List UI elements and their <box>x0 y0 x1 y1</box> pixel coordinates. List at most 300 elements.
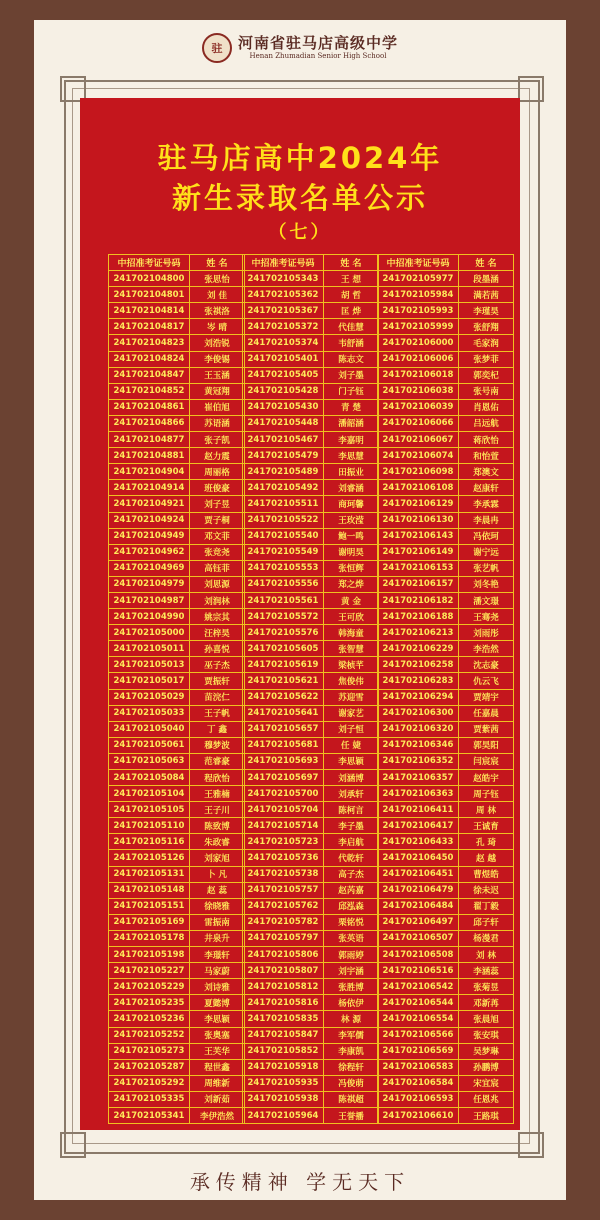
exam-number: 241702105405 <box>243 367 324 383</box>
exam-number: 241702106569 <box>378 1043 459 1059</box>
table-row <box>243 367 379 383</box>
exam-number: 241702105852 <box>243 1043 324 1059</box>
student-name: 潘文璟 <box>459 592 514 608</box>
exam-number: 241702104817 <box>109 319 190 335</box>
table-row <box>109 496 245 512</box>
table-row <box>378 995 514 1011</box>
table-row <box>243 721 379 737</box>
table-row <box>243 480 379 496</box>
student-name: 李承霖 <box>459 496 514 512</box>
exam-number: 241702104921 <box>109 496 190 512</box>
student-name: 徐未迟 <box>459 882 514 898</box>
exam-number: 241702106229 <box>378 641 459 657</box>
exam-number: 241702105757 <box>243 882 324 898</box>
exam-number: 241702105126 <box>109 850 190 866</box>
student-name: 匡 烨 <box>324 303 379 319</box>
student-name: 郭奕杞 <box>459 367 514 383</box>
table-row <box>109 1091 245 1107</box>
table-row <box>109 351 245 367</box>
student-name: 张思怡 <box>190 271 245 287</box>
table-row <box>243 1091 379 1107</box>
table-row <box>109 850 245 866</box>
student-name: 邓文菲 <box>190 528 245 544</box>
table-row <box>243 882 379 898</box>
exam-number: 241702106130 <box>378 512 459 528</box>
table-row <box>109 319 245 335</box>
student-name: 李浩然 <box>459 641 514 657</box>
exam-number: 241702104823 <box>109 335 190 351</box>
header-id: 中招准考证号码 <box>243 255 324 271</box>
student-name: 赵力震 <box>190 448 245 464</box>
exam-number: 241702106000 <box>378 335 459 351</box>
student-name: 杨依伊 <box>324 995 379 1011</box>
student-name: 任 婕 <box>324 737 379 753</box>
table-row <box>378 689 514 705</box>
table-row <box>109 753 245 769</box>
exam-number: 241702106143 <box>378 528 459 544</box>
table-row <box>243 560 379 576</box>
student-name: 张英语 <box>324 930 379 946</box>
table-row <box>109 1059 245 1075</box>
exam-number: 241702106182 <box>378 592 459 608</box>
table-row <box>109 560 245 576</box>
table-row <box>243 303 379 319</box>
student-name: 王可欣 <box>324 609 379 625</box>
student-name: 张子凯 <box>190 432 245 448</box>
exam-number: 241702105428 <box>243 383 324 399</box>
table-row <box>378 850 514 866</box>
exam-number: 241702105807 <box>243 963 324 979</box>
student-name: 丁 鑫 <box>190 721 245 737</box>
table-row <box>109 1027 245 1043</box>
student-name: 徐晓雅 <box>190 898 245 914</box>
table-row <box>109 1011 245 1027</box>
student-name: 吕远航 <box>459 415 514 431</box>
exam-number: 241702106352 <box>378 753 459 769</box>
exam-number: 241702104801 <box>109 287 190 303</box>
student-name: 赵皓宇 <box>459 770 514 786</box>
exam-number: 241702105110 <box>109 818 190 834</box>
table-row <box>378 271 514 287</box>
exam-number: 241702105938 <box>243 1091 324 1107</box>
table-row <box>243 383 379 399</box>
table-row <box>243 287 379 303</box>
exam-number: 241702105619 <box>243 657 324 673</box>
table-row <box>109 1107 245 1123</box>
exam-number: 241702106188 <box>378 609 459 625</box>
header-id: 中招准考证号码 <box>378 255 459 271</box>
student-name: 马家蔚 <box>190 963 245 979</box>
exam-number: 241702106320 <box>378 721 459 737</box>
exam-number: 241702104969 <box>109 560 190 576</box>
exam-number: 241702105063 <box>109 753 190 769</box>
exam-number: 241702105148 <box>109 882 190 898</box>
admission-table-3 <box>377 254 514 1124</box>
student-name: 雷振南 <box>190 914 245 930</box>
student-name: 李瑾昊 <box>459 303 514 319</box>
table-row <box>243 995 379 1011</box>
student-name: 张梦菲 <box>459 351 514 367</box>
exam-number: 241702106294 <box>378 689 459 705</box>
student-name: 郑之烨 <box>324 576 379 592</box>
student-name: 周丽格 <box>190 464 245 480</box>
table-row <box>378 882 514 898</box>
student-name: 刘承轩 <box>324 786 379 802</box>
student-name: 李康凯 <box>324 1043 379 1059</box>
student-name: 赵 蕊 <box>190 882 245 898</box>
student-name: 赵康轩 <box>459 480 514 496</box>
exam-number: 241702104987 <box>109 592 190 608</box>
table-row <box>109 786 245 802</box>
exam-number: 241702106584 <box>378 1075 459 1091</box>
exam-number: 241702104962 <box>109 544 190 560</box>
exam-number: 241702105227 <box>109 963 190 979</box>
exam-number: 241702106566 <box>378 1027 459 1043</box>
student-name: 和怡萱 <box>459 448 514 464</box>
table-row <box>378 625 514 641</box>
exam-number: 241702104852 <box>109 383 190 399</box>
student-name: 贾子桐 <box>190 512 245 528</box>
student-name: 周维新 <box>190 1075 245 1091</box>
student-name: 郭雨婷 <box>324 947 379 963</box>
exam-number: 241702106074 <box>378 448 459 464</box>
exam-number: 241702106129 <box>378 496 459 512</box>
table-row <box>243 448 379 464</box>
student-name: 翟丁毅 <box>459 898 514 914</box>
student-name: 李晨冉 <box>459 512 514 528</box>
exam-number: 241702105448 <box>243 415 324 431</box>
student-name: 范睿豪 <box>190 753 245 769</box>
student-name: 门子钰 <box>324 383 379 399</box>
exam-number: 241702105847 <box>243 1027 324 1043</box>
table-row <box>243 528 379 544</box>
exam-number: 241702106450 <box>378 850 459 866</box>
student-name: 曹煜皓 <box>459 866 514 882</box>
table-row <box>109 335 245 351</box>
student-name: 苏语涵 <box>190 415 245 431</box>
student-name: 赵 越 <box>459 850 514 866</box>
table-row <box>109 914 245 930</box>
exam-number: 241702105335 <box>109 1091 190 1107</box>
exam-number: 241702105401 <box>243 351 324 367</box>
exam-number: 241702105017 <box>109 673 190 689</box>
student-name: 张艺帆 <box>459 560 514 576</box>
table-row <box>109 770 245 786</box>
exam-number: 241702106507 <box>378 930 459 946</box>
exam-number: 241702105061 <box>109 737 190 753</box>
exam-number: 241702105235 <box>109 995 190 1011</box>
student-name: 张恒辉 <box>324 560 379 576</box>
table-row <box>243 576 379 592</box>
table-row <box>243 1011 379 1027</box>
table-row <box>109 898 245 914</box>
exam-number: 241702105511 <box>243 496 324 512</box>
table-row <box>109 930 245 946</box>
exam-number: 241702105762 <box>243 898 324 914</box>
table-row <box>378 866 514 882</box>
exam-number: 241702104847 <box>109 367 190 383</box>
table-row <box>109 528 245 544</box>
student-name: 刘子墨 <box>324 367 379 383</box>
table-row <box>378 351 514 367</box>
exam-number: 241702105977 <box>378 271 459 287</box>
footer-calligraphy: 承传精神 学无天下 <box>189 1170 411 1194</box>
student-name: 韦舒涵 <box>324 335 379 351</box>
student-name: 巫子杰 <box>190 657 245 673</box>
exam-number: 241702105178 <box>109 930 190 946</box>
exam-number: 241702104866 <box>109 415 190 431</box>
student-name: 栗铭悦 <box>324 914 379 930</box>
table-row <box>378 753 514 769</box>
exam-number: 241702104949 <box>109 528 190 544</box>
table-row <box>243 657 379 673</box>
table-row <box>109 995 245 1011</box>
table-row <box>378 480 514 496</box>
exam-number: 241702105657 <box>243 721 324 737</box>
school-name-en: Henan Zhumadian Senior High School <box>249 52 387 60</box>
exam-number: 241702105467 <box>243 432 324 448</box>
exam-number: 241702104877 <box>109 432 190 448</box>
student-name: 王子川 <box>190 802 245 818</box>
table-row <box>109 383 245 399</box>
header-name: 姓 名 <box>459 255 514 271</box>
student-name: 王誉播 <box>324 1107 379 1123</box>
exam-number: 241702105816 <box>243 995 324 1011</box>
student-name: 吴梦琳 <box>459 1043 514 1059</box>
exam-number: 241702105252 <box>109 1027 190 1043</box>
table-row <box>243 641 379 657</box>
student-name: 黄 金 <box>324 592 379 608</box>
header-name: 姓 名 <box>324 255 379 271</box>
table-row <box>243 1043 379 1059</box>
exam-number: 241702105105 <box>109 802 190 818</box>
school-name <box>238 35 398 61</box>
student-name: 黄冠翔 <box>190 383 245 399</box>
table-row <box>378 834 514 850</box>
table-row <box>243 432 379 448</box>
student-name: 林 源 <box>324 1011 379 1027</box>
exam-number: 241702106067 <box>378 432 459 448</box>
exam-number: 241702106583 <box>378 1059 459 1075</box>
student-name: 谢家艺 <box>324 705 379 721</box>
table-row <box>109 721 245 737</box>
exam-number: 241702106098 <box>378 464 459 480</box>
student-name: 杨漫君 <box>459 930 514 946</box>
exam-number: 241702105489 <box>243 464 324 480</box>
table-row <box>109 448 245 464</box>
table-row <box>109 576 245 592</box>
student-name: 刘睿涵 <box>324 480 379 496</box>
exam-number: 241702106508 <box>378 947 459 963</box>
exam-number: 241702105229 <box>109 979 190 995</box>
exam-number: 241702105011 <box>109 641 190 657</box>
exam-number: 241702105935 <box>243 1075 324 1091</box>
student-name: 代佳慧 <box>324 319 379 335</box>
student-name: 刘家旭 <box>190 850 245 866</box>
table-row <box>243 850 379 866</box>
exam-number: 241702104904 <box>109 464 190 480</box>
student-name: 穆梦波 <box>190 737 245 753</box>
table-row <box>109 1075 245 1091</box>
exam-number: 241702105273 <box>109 1043 190 1059</box>
exam-number: 241702105151 <box>109 898 190 914</box>
frame-corner-ornament <box>518 76 544 102</box>
exam-number: 241702105697 <box>243 770 324 786</box>
table-row <box>109 673 245 689</box>
student-name: 鲍一鸣 <box>324 528 379 544</box>
student-name: 邱子轩 <box>459 914 514 930</box>
school-header <box>34 28 566 68</box>
table-row <box>378 560 514 576</box>
table-row <box>243 979 379 995</box>
exam-number: 241702105029 <box>109 689 190 705</box>
table-row <box>378 930 514 946</box>
student-name: 郭昊阳 <box>459 737 514 753</box>
table-row <box>109 544 245 560</box>
student-name: 贾靖宇 <box>459 689 514 705</box>
table-row <box>378 512 514 528</box>
table-row <box>243 271 379 287</box>
student-name: 沈志豪 <box>459 657 514 673</box>
exam-number: 241702106300 <box>378 705 459 721</box>
exam-number: 241702105374 <box>243 335 324 351</box>
student-name: 周 林 <box>459 802 514 818</box>
exam-number: 241702105522 <box>243 512 324 528</box>
table-row <box>109 415 245 431</box>
table-row <box>378 592 514 608</box>
student-name: 仇云飞 <box>459 673 514 689</box>
student-name: 孙鹏博 <box>459 1059 514 1075</box>
exam-number: 241702105343 <box>243 271 324 287</box>
table-row <box>243 866 379 882</box>
exam-number: 241702106346 <box>378 737 459 753</box>
student-name: 肖恩佑 <box>459 399 514 415</box>
student-name: 冯俊萌 <box>324 1075 379 1091</box>
table-row <box>378 335 514 351</box>
frame-corner-ornament <box>518 1132 544 1158</box>
table-row <box>378 1075 514 1091</box>
exam-number: 241702106157 <box>378 576 459 592</box>
student-name: 孙喜悦 <box>190 641 245 657</box>
student-name: 韩海童 <box>324 625 379 641</box>
poster-panel <box>34 20 566 1200</box>
student-name: 王雅楠 <box>190 786 245 802</box>
table-row <box>243 770 379 786</box>
admission-table-2 <box>242 254 379 1124</box>
student-name: 陈祺超 <box>324 1091 379 1107</box>
student-name: 刘诗雅 <box>190 979 245 995</box>
exam-number: 241702106283 <box>378 673 459 689</box>
student-name: 程世鑫 <box>190 1059 245 1075</box>
student-name: 孔 琦 <box>459 834 514 850</box>
table-row <box>378 609 514 625</box>
student-name: 贾振轩 <box>190 673 245 689</box>
exam-number: 241702104979 <box>109 576 190 592</box>
student-name: 高钰菲 <box>190 560 245 576</box>
student-name: 满若茜 <box>459 287 514 303</box>
table-row <box>243 399 379 415</box>
exam-number: 241702105738 <box>243 866 324 882</box>
student-name: 梁桢芊 <box>324 657 379 673</box>
table-row <box>243 415 379 431</box>
table-row <box>378 303 514 319</box>
exam-number: 241702104861 <box>109 399 190 415</box>
table-row <box>109 287 245 303</box>
student-name: 刘子恒 <box>324 721 379 737</box>
table-row <box>243 319 379 335</box>
student-name: 王子帆 <box>190 705 245 721</box>
table-row <box>243 786 379 802</box>
school-name-cn: 河南省驻马店高级中学 <box>237 34 398 52</box>
table-row <box>243 351 379 367</box>
exam-number: 241702105292 <box>109 1075 190 1091</box>
table-row <box>378 528 514 544</box>
exam-number: 241702106411 <box>378 802 459 818</box>
table-row <box>378 947 514 963</box>
admission-list-board <box>80 98 520 1130</box>
student-name: 闫宸宸 <box>459 753 514 769</box>
table-row <box>109 818 245 834</box>
exam-number: 241702106516 <box>378 963 459 979</box>
exam-number: 241702105964 <box>243 1107 324 1123</box>
table-row <box>109 947 245 963</box>
student-name: 张竞尧 <box>190 544 245 560</box>
student-name: 李启航 <box>324 834 379 850</box>
table-row <box>378 705 514 721</box>
table-row <box>378 383 514 399</box>
exam-number: 241702106149 <box>378 544 459 560</box>
table-row <box>378 287 514 303</box>
table-row <box>109 625 245 641</box>
student-name: 谢明昊 <box>324 544 379 560</box>
exam-number: 241702106479 <box>378 882 459 898</box>
table-row <box>109 689 245 705</box>
table-row <box>109 705 245 721</box>
student-name: 李涵蕊 <box>459 963 514 979</box>
student-name: 邓新苒 <box>459 995 514 1011</box>
table-row <box>109 979 245 995</box>
exam-number: 241702106039 <box>378 399 459 415</box>
student-name: 张胜博 <box>324 979 379 995</box>
exam-number: 241702105104 <box>109 786 190 802</box>
student-name: 李俊锡 <box>190 351 245 367</box>
table-row <box>243 544 379 560</box>
table-row <box>378 415 514 431</box>
exam-number: 241702105835 <box>243 1011 324 1027</box>
exam-number: 241702106066 <box>378 415 459 431</box>
student-name: 郑澳文 <box>459 464 514 480</box>
student-name: 刘 佳 <box>190 287 245 303</box>
exam-number: 241702105812 <box>243 979 324 995</box>
exam-number: 241702105918 <box>243 1059 324 1075</box>
table-row <box>243 625 379 641</box>
table-row <box>109 641 245 657</box>
table-row <box>378 818 514 834</box>
exam-number: 241702105341 <box>109 1107 190 1123</box>
exam-number: 241702105169 <box>109 914 190 930</box>
student-name: 刘冬艳 <box>459 576 514 592</box>
exam-number: 241702104881 <box>109 448 190 464</box>
exam-number: 241702105362 <box>243 287 324 303</box>
student-name: 刘涵博 <box>324 770 379 786</box>
exam-number: 241702105131 <box>109 866 190 882</box>
table-row <box>243 834 379 850</box>
exam-number: 241702106018 <box>378 367 459 383</box>
student-name: 冯依珂 <box>459 528 514 544</box>
admission-table-1 <box>108 254 245 1124</box>
exam-number: 241702104924 <box>109 512 190 528</box>
table-row <box>378 464 514 480</box>
